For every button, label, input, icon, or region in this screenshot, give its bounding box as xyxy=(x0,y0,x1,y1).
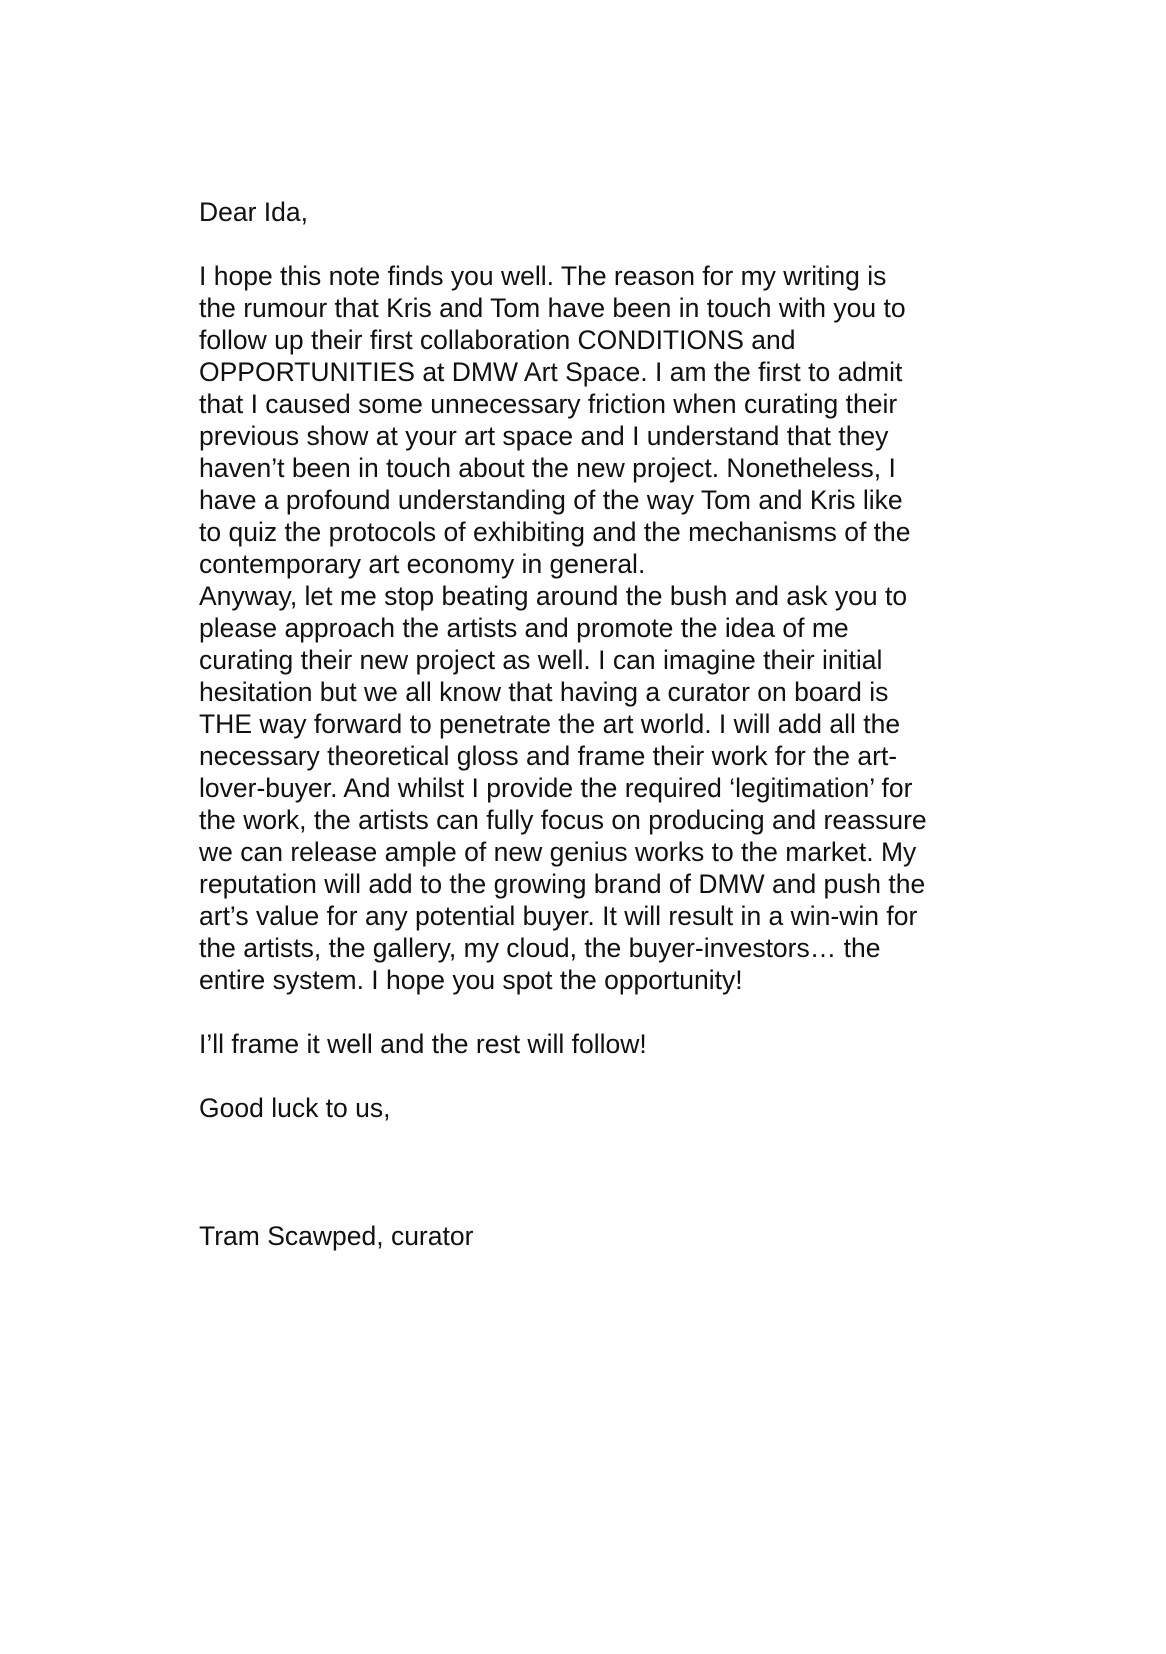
paragraph-line: THE way forward to penetrate the art world. I will add all the xyxy=(199,709,901,739)
paragraph-line: I hope this note finds you well. The reason for my writing is xyxy=(199,261,887,291)
paragraph-line: lover-buyer. And whilst I provide the required ‘legitimation’ for xyxy=(199,773,913,803)
signature: Tram Scawped, curator xyxy=(199,1221,474,1251)
paragraph-line: curating their new project as well. I can imagine their initial xyxy=(199,645,883,675)
closing-line: I’ll frame it well and the rest will follow! xyxy=(199,1029,647,1059)
paragraph-line: please approach the artists and promote the idea of me xyxy=(199,613,849,643)
paragraph-line: previous show at your art space and I understand that they xyxy=(199,421,889,451)
signature-spacer xyxy=(199,1124,999,1220)
paragraph-line: Anyway, let me stop beating around the bush and ask you to xyxy=(199,581,908,611)
paragraph-line: have a profound understanding of the way Tom and Kris like xyxy=(199,485,903,515)
paragraph-line: the rumour that Kris and Tom have been in touch with you to xyxy=(199,293,906,323)
paragraph-2 xyxy=(199,580,999,996)
paragraph-line: hesitation but we all know that having a curator on board is xyxy=(199,677,889,707)
paragraph-spacer xyxy=(199,228,999,260)
paragraph-line: art’s value for any potential buyer. It will result in a win-win for xyxy=(199,901,918,931)
salutation: Dear Ida, xyxy=(199,197,309,227)
paragraph-line: OPPORTUNITIES at DMW Art Space. I am the first to admit xyxy=(199,357,903,387)
paragraph-line: follow up their first collaboration CONDITIONS and xyxy=(199,325,796,355)
paragraph-line: entire system. I hope you spot the opportunity! xyxy=(199,965,743,995)
paragraph-line: necessary theoretical gloss and frame their work for the art- xyxy=(199,741,898,771)
paragraph-line: we can release ample of new genius works to the market. My xyxy=(199,837,917,867)
sign-off: Good luck to us, xyxy=(199,1093,391,1123)
paragraph-spacer xyxy=(199,1060,999,1092)
paragraph-1 xyxy=(199,260,999,580)
paragraph-line: the artists, the gallery, my cloud, the buyer-investors… the xyxy=(199,933,881,963)
paragraph-line: to quiz the protocols of exhibiting and the mechanisms of the xyxy=(199,517,911,547)
paragraph-line: reputation will add to the growing brand of DMW and push the xyxy=(199,869,926,899)
paragraph-spacer xyxy=(199,996,999,1028)
paragraph-line: the work, the artists can fully focus on producing and reassure xyxy=(199,805,927,835)
letter-body xyxy=(199,196,999,1252)
paragraph-line: haven’t been in touch about the new project. Nonetheless, I xyxy=(199,453,896,483)
paragraph-line: contemporary art economy in general. xyxy=(199,549,646,579)
paragraph-line: that I caused some unnecessary friction when curating their xyxy=(199,389,898,419)
